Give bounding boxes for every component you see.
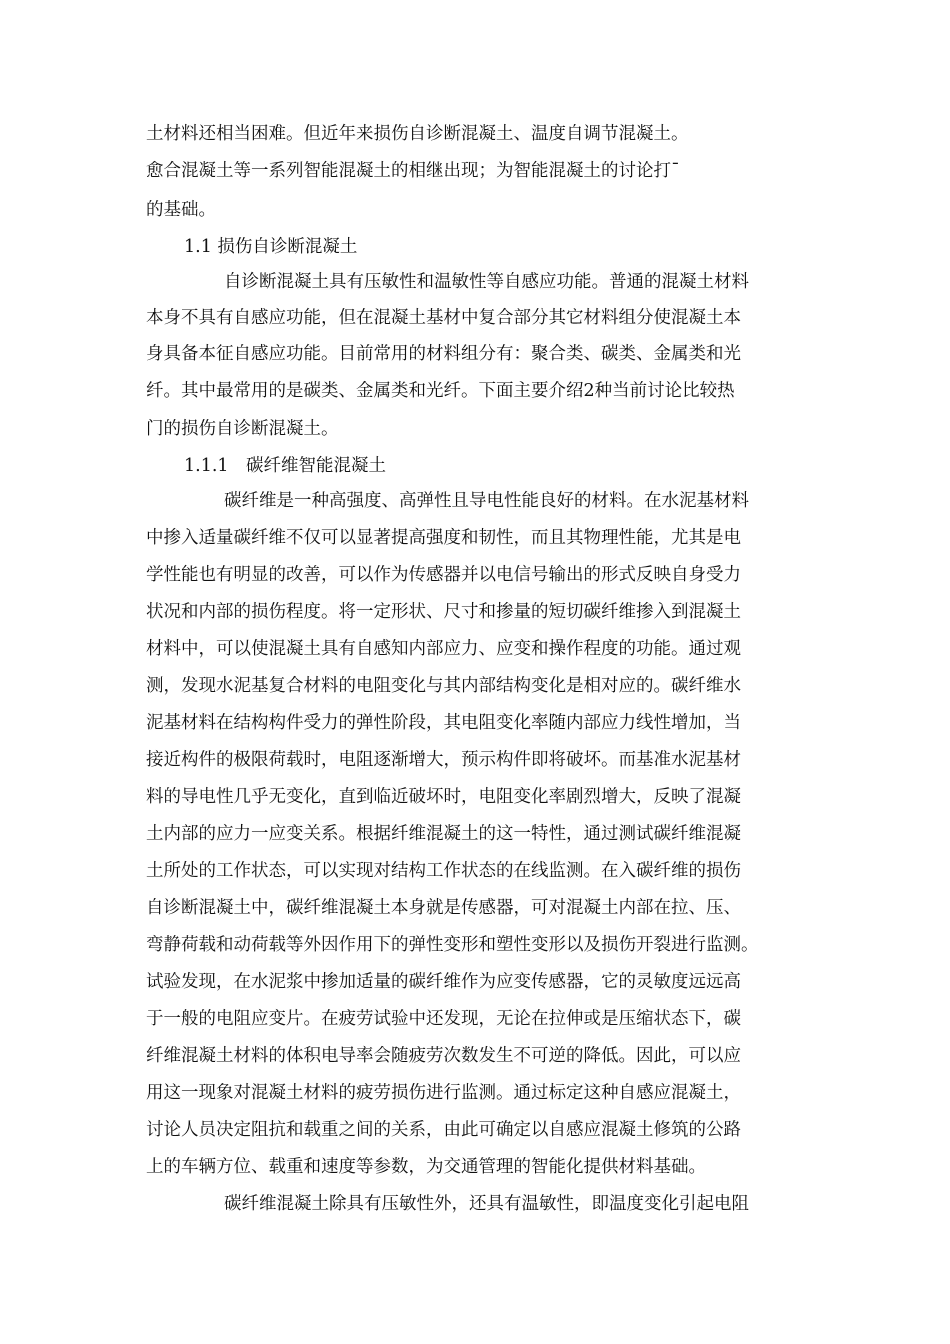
body-text-line: 的基础。 — [146, 200, 216, 220]
body-text-line: 弯静荷载和动荷载等外因作用下的弹性变形和塑性变形以及损伤开裂进行监测。 — [146, 935, 759, 955]
body-text-line: 碳纤维混凝土除具有压敏性外，还具有温敏性，即温度变化引起电阻 — [224, 1194, 749, 1214]
body-text-line: 自诊断混凝土具有压敏性和温敏性等自感应功能。普通的混凝土材料 — [224, 272, 749, 292]
body-text-line: 上的车辆方位、载重和速度等参数，为交通管理的智能化提供材料基础。 — [146, 1157, 706, 1177]
body-text-line: 试验发现，在水泥浆中掺加适量的碳纤维作为应变传感器，它的灵敏度远远高 — [146, 972, 741, 992]
body-text-line: 自诊断混凝土中，碳纤维混凝土本身就是传感器，可对混凝土内部在拉、压、 — [146, 898, 741, 918]
body-text-line: 材料中，可以使混凝土具有自感知内部应力、应变和操作程度的功能。通过观 — [146, 639, 741, 659]
body-text-line: 愈合混凝土等一系列智能混凝土的相继出现；为智能混凝土的讨论打ˉ — [146, 161, 680, 181]
body-text-line: 土材料还相当困难。但近年来损伤自诊断混凝土、温度自调节混凝土。 — [146, 124, 689, 144]
body-text-line: 碳纤维是一种高强度、高弹性且导电性能良好的材料。在水泥基材料 — [224, 491, 749, 511]
body-text-line: 状况和内部的损伤程度。将一定形状、尺寸和掺量的短切碳纤维掺入到混凝土 — [146, 602, 741, 622]
body-text-line: 于一般的电阻应变片。在疲劳试验中还发现，无论在拉伸或是压缩状态下，碳 — [146, 1009, 741, 1029]
section-heading-1-1-1: 1.1.1 碳纤维智能混凝土 — [184, 456, 387, 476]
body-text-line: 土所处的工作状态，可以实现对结构工作状态的在线监测。在入碳纤维的损伤 — [146, 861, 741, 881]
body-text-line: 本身不具有自感应功能，但在混凝土基材中复合部分其它材料组分使混凝土本 — [146, 308, 741, 328]
body-text-line: 中掺入适量碳纤维不仅可以显著提高强度和韧性，而且其物理性能，尤其是电 — [146, 528, 741, 548]
body-text-line: 土内部的应力一应变关系。根据纤维混凝土的这一特性，通过测试碳纤维混凝 — [146, 824, 741, 844]
body-text-line: 学性能也有明显的改善，可以作为传感器并以电信号输出的形式反映自身受力 — [146, 565, 741, 585]
body-text-line: 泥基材料在结构构件受力的弹性阶段，其电阻变化率随内部应力线性增加，当 — [146, 713, 741, 733]
body-text-line: 接近构件的极限荷载时，电阻逐渐增大，预示构件即将破坏。而基准水泥基材 — [146, 750, 741, 770]
body-text-line: 门的损伤自诊断混凝土。 — [146, 419, 339, 439]
body-text-line: 纤维混凝土材料的体积电导率会随疲劳次数发生不可逆的降低。因此，可以应 — [146, 1046, 741, 1066]
body-text-line: 测，发现水泥基复合材料的电阻变化与其内部结构变化是相对应的。碳纤维水 — [146, 676, 741, 696]
body-text-line: 用这一现象对混凝土材料的疲劳损伤进行监测。通过标定这种自感应混凝土， — [146, 1083, 741, 1103]
body-text-line: 纤。其中最常用的是碳类、金属类和光纤。下面主要介绍2种当前讨论比较热 — [146, 381, 735, 401]
section-heading-1-1: 1.1 损伤自诊断混凝土 — [184, 237, 358, 257]
body-text-line: 讨论人员决定阻抗和载重之间的关系，由此可确定以自感应混凝土修筑的公路 — [146, 1120, 741, 1140]
body-text-line: 身具备本征自感应功能。目前常用的材料组分有：聚合类、碳类、金属类和光 — [146, 344, 741, 364]
body-text-line: 料的导电性几乎无变化，直到临近破坏时，电阻变化率剧烈增大，反映了混凝 — [146, 787, 741, 807]
